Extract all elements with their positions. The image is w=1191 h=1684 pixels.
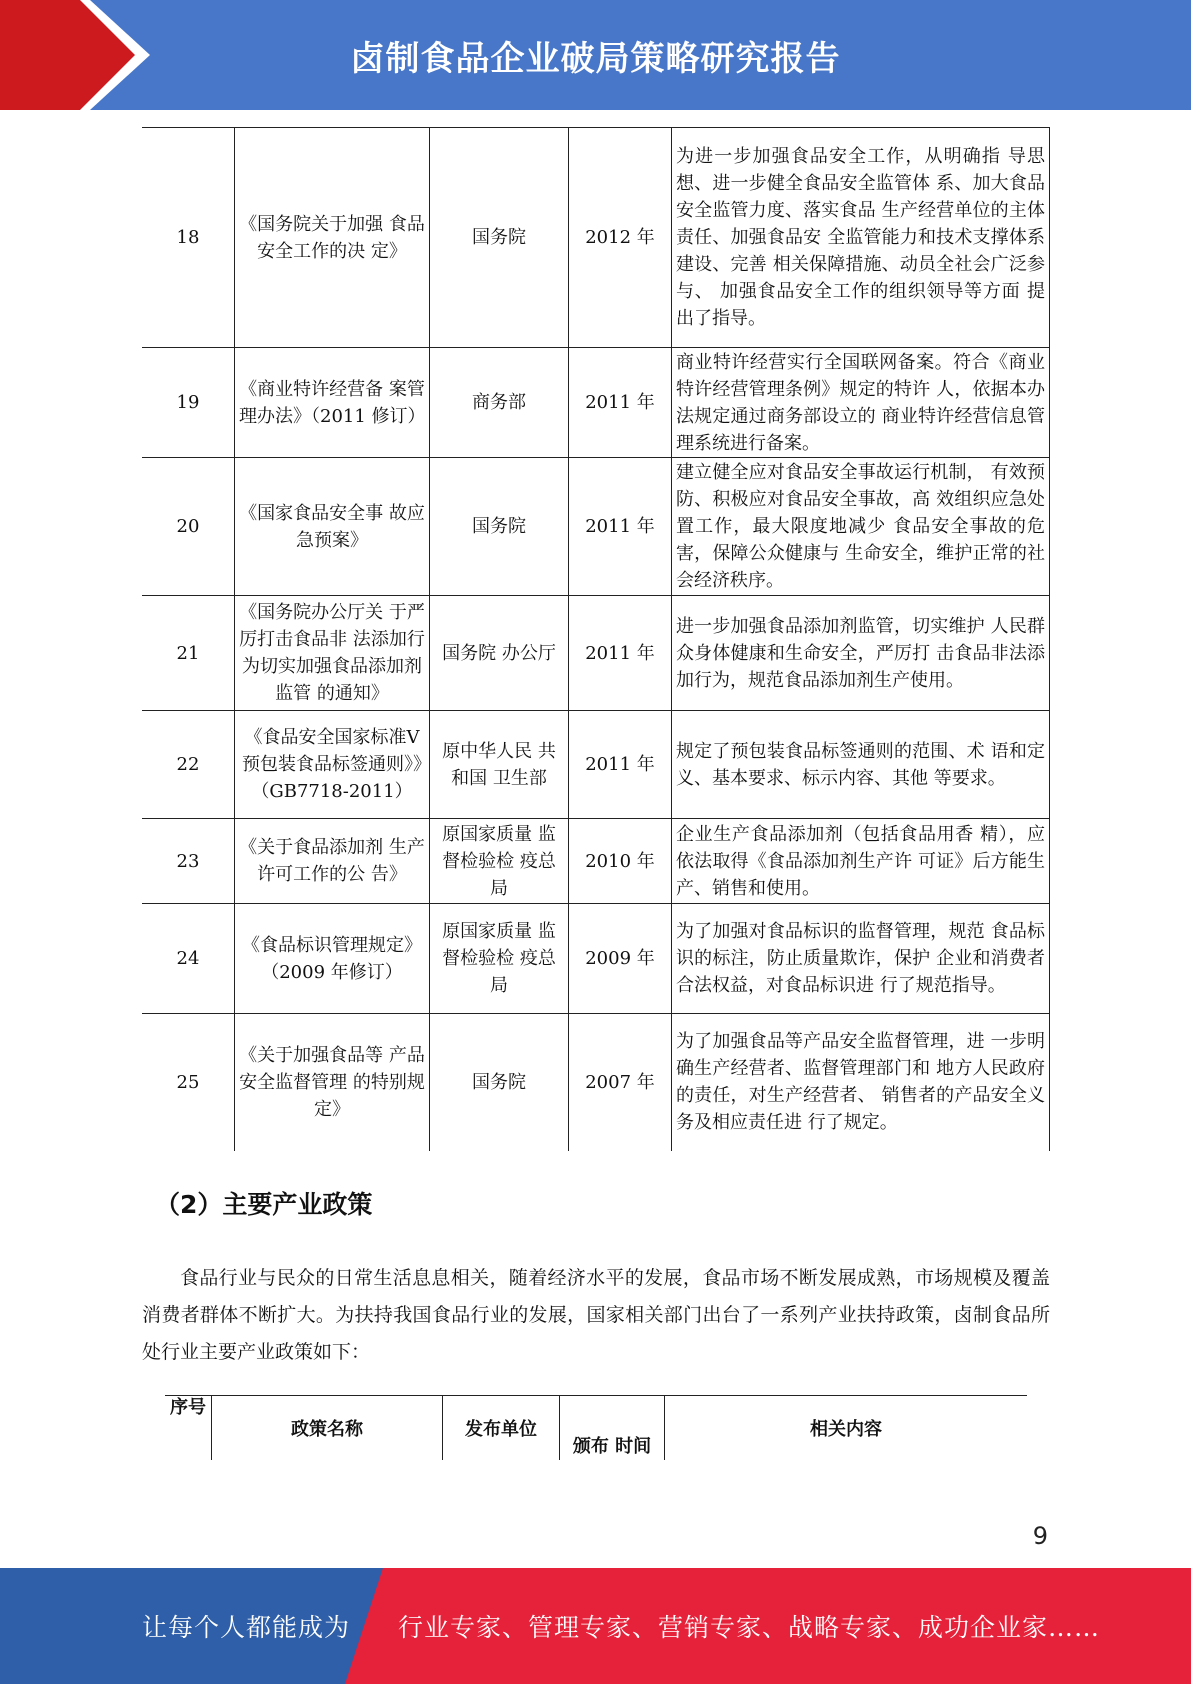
policy-name: 《关于食品添加剂 生产许可工作的公 告》 bbox=[235, 819, 430, 904]
issuing-unit: 国务院 bbox=[430, 458, 569, 596]
issue-year: 2011 年 bbox=[569, 711, 672, 819]
policy-name: 《商业特许经营备 案管理办法》（2011 修订） bbox=[235, 348, 430, 458]
row-number: 18 bbox=[142, 128, 235, 348]
issuing-unit: 国务院 bbox=[430, 1014, 569, 1151]
footer-slogan-right: 行业专家、管理专家、营销专家、战略专家、成功企业家…… bbox=[398, 1613, 1101, 1642]
policy-content: 企业生产食品添加剂（包括食品用香 精），应依法取得《食品添加剂生产许 可证》后方能生产、销售和使用。 bbox=[672, 819, 1050, 904]
issue-year: 2011 年 bbox=[569, 596, 672, 711]
policy-content: 为了加强食品等产品安全监督管理，进 一步明确生产经营者、监督管理部门和 地方人民政府的责任，对生产经营者、 销售者的产品安全义务及相应责任进 行了规定。 bbox=[672, 1014, 1050, 1151]
row-number: 24 bbox=[142, 904, 235, 1014]
header-red-chevron-icon bbox=[0, 0, 160, 110]
issue-year: 2011 年 bbox=[569, 348, 672, 458]
header-issue-time: 颁布 时间 bbox=[560, 1396, 665, 1461]
policy-name: 《国务院办公厅关 于严厉打击食品非 法添加行为切实加强食品添加剂监管 的通知》 bbox=[235, 596, 430, 711]
policy-content: 为了加强对食品标识的监督管理，规范 食品标识的标注，防止质量欺诈，保护 企业和消费者合法权益，对食品标识进 行了规范指导。 bbox=[672, 904, 1050, 1014]
issue-year: 2007 年 bbox=[569, 1014, 672, 1151]
issuing-unit: 原国家质量 监督检验检 疫总局 bbox=[430, 904, 569, 1014]
header-related-content: 相关内容 bbox=[665, 1396, 1028, 1461]
policy-name: 《国家食品安全事 故应急预案》 bbox=[235, 458, 430, 596]
policy-content: 建立健全应对食品安全事故运行机制， 有效预防、积极应对食品安全事故，高 效组织应急处置工作，最大限度地减少 食品安全事故的危害，保障公众健康与 生命安全，维护正常的社会经济秩序。 bbox=[672, 458, 1050, 596]
row-number: 19 bbox=[142, 348, 235, 458]
issuing-unit: 原国家质量 监督检验检 疫总局 bbox=[430, 819, 569, 904]
table-row bbox=[142, 819, 1050, 904]
footer-slogan-left: 让每个人都能成为 bbox=[142, 1613, 351, 1642]
issuing-unit: 国务院 bbox=[430, 128, 569, 348]
table-row bbox=[142, 348, 1050, 458]
table-row bbox=[142, 128, 1050, 348]
policy-name: 《食品安全国家标准Ⅴ预包装食品标签通则》》（GB7718-2011） bbox=[235, 711, 430, 819]
issue-year: 2009 年 bbox=[569, 904, 672, 1014]
policy-name: 《关于加强食品等 产品安全监督管理 的特别规定》 bbox=[235, 1014, 430, 1151]
header-issuing-unit: 发布单位 bbox=[443, 1396, 560, 1461]
issuing-unit: 原中华人民 共和国 卫生部 bbox=[430, 711, 569, 819]
section-heading: （2）主要产业政策 bbox=[155, 1190, 373, 1219]
industry-policy-table-header bbox=[165, 1395, 1027, 1460]
page-number: 9 bbox=[1032, 1522, 1048, 1550]
table-row bbox=[142, 596, 1050, 711]
row-number: 25 bbox=[142, 1014, 235, 1151]
section-paragraph: 食品行业与民众的日常生活息息相关，随着经济水平的发展，食品市场不断发展成熟，市场规模及覆盖消费者群体不断扩大。为扶持我国食品行业的发展，国家相关部门出台了一系列产业扶持政策，卤制食品所处行业主要产业政策如下： bbox=[142, 1267, 1050, 1363]
row-number: 23 bbox=[142, 819, 235, 904]
table-row bbox=[142, 904, 1050, 1014]
policy-table bbox=[142, 127, 1050, 1151]
issue-year: 2012 年 bbox=[569, 128, 672, 348]
issuing-unit: 商务部 bbox=[430, 348, 569, 458]
row-number: 21 bbox=[142, 596, 235, 711]
policy-name: 《食品标识管理规定》（2009 年修订） bbox=[235, 904, 430, 1014]
policy-content: 商业特许经营实行全国联网备案。符合《商业特许经营管理条例》规定的特许 人，依据本办法规定通过商务部设立的 商业特许经营信息管理系统进行备案。 bbox=[672, 348, 1050, 458]
policy-content: 进一步加强食品添加剂监管，切实维护 人民群众身体健康和生命安全，严厉打 击食品非法添加行为，规范食品添加剂生产使用。 bbox=[672, 596, 1050, 711]
issuing-unit: 国务院 办公厅 bbox=[430, 596, 569, 711]
header-bar bbox=[0, 0, 1191, 110]
table-row bbox=[142, 1014, 1050, 1151]
policy-content: 规定了预包装食品标签通则的范围、术 语和定义、基本要求、标示内容、其他 等要求。 bbox=[672, 711, 1050, 819]
footer-banner bbox=[0, 1568, 1191, 1684]
policy-name: 《国务院关于加强 食品安全工作的决 定》 bbox=[235, 128, 430, 348]
report-title: 卤制食品企业破局策略研究报告 bbox=[350, 38, 841, 79]
policy-content: 为进一步加强食品安全工作，从明确指 导思想、进一步健全食品安全监管体 系、加大食品安全监管力度、落实食品 生产经营单位的主体责任、加强食品安 全监管能力和技术支撑体系建设、完善 相关保障措施、动员全社会广泛参与、 加强食品安全工作的组织领导等方面 提出了指导。 bbox=[672, 128, 1050, 348]
issue-year: 2011 年 bbox=[569, 458, 672, 596]
header-seq: 序号 bbox=[165, 1396, 212, 1461]
table-row bbox=[142, 458, 1050, 596]
header-policy-name: 政策名称 bbox=[212, 1396, 443, 1461]
row-number: 20 bbox=[142, 458, 235, 596]
issue-year: 2010 年 bbox=[569, 819, 672, 904]
row-number: 22 bbox=[142, 711, 235, 819]
table-row bbox=[142, 711, 1050, 819]
